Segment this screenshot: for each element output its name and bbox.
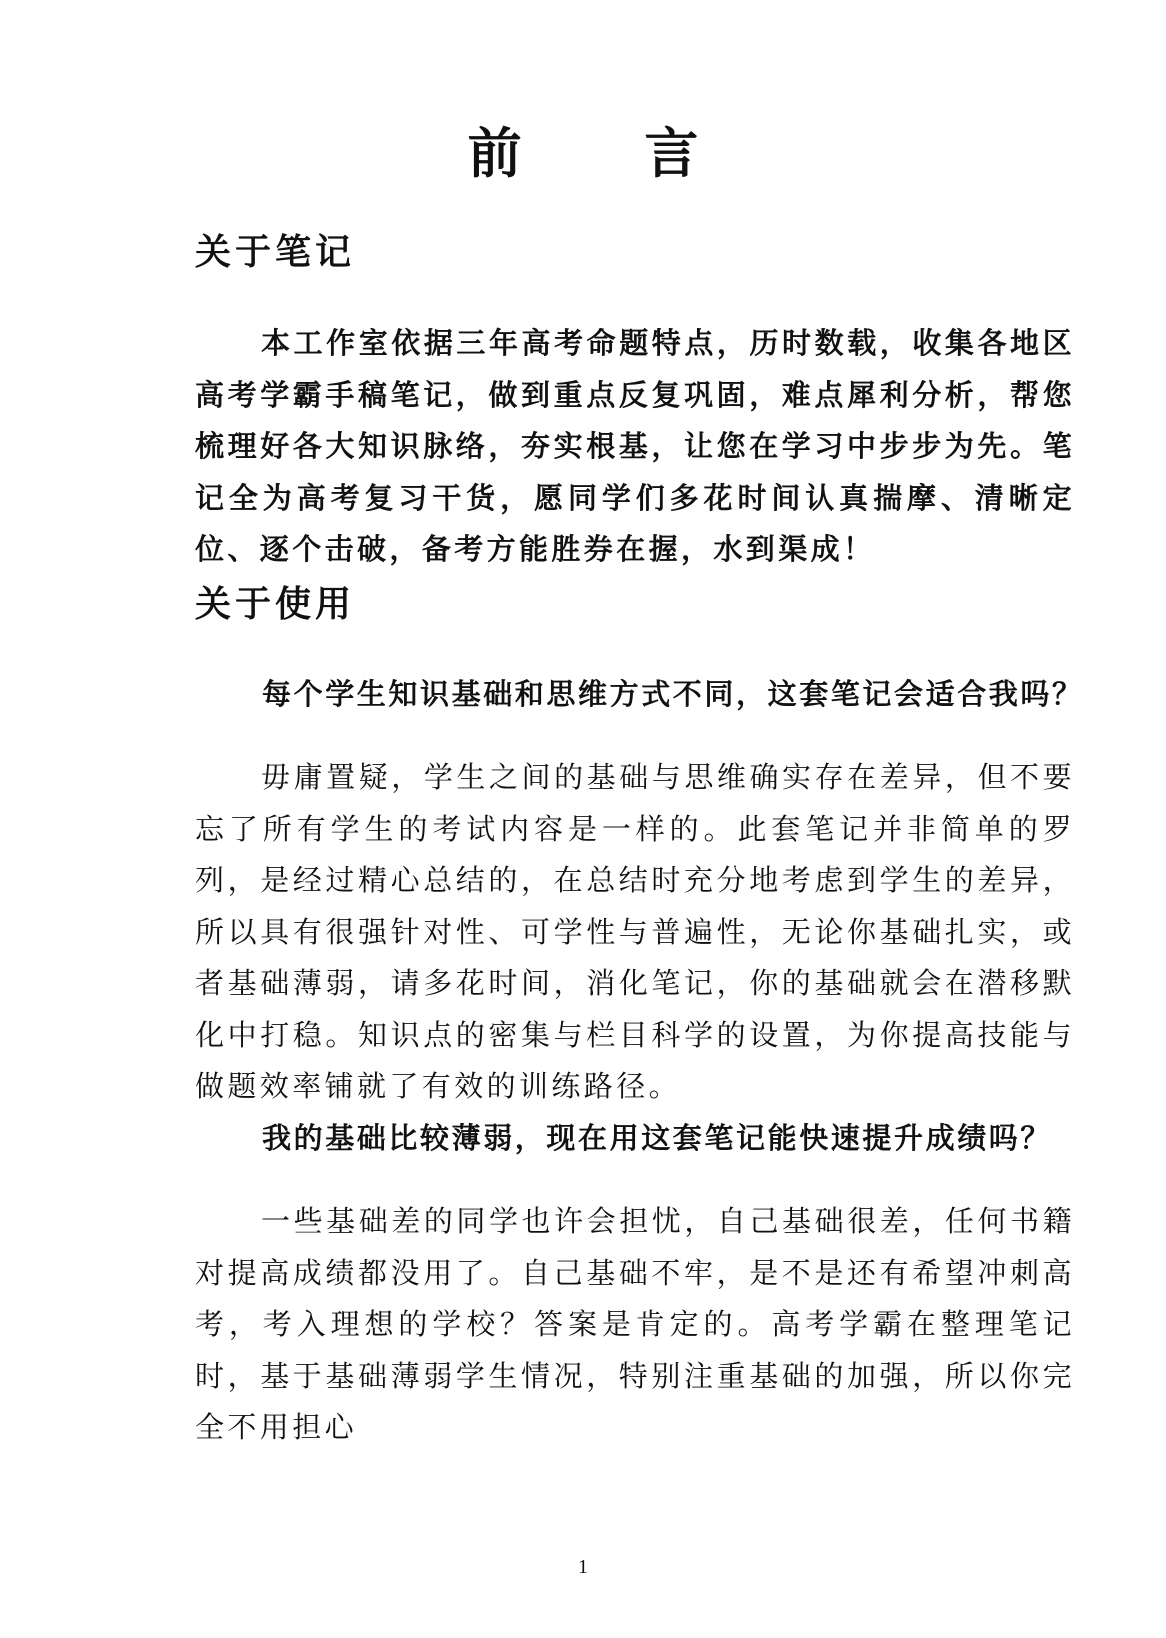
section-heading-about-notes: 关于笔记 bbox=[195, 231, 356, 273]
question-1: 每个学生知识基础和思维方式不同，这套笔记会适合我吗？ bbox=[262, 677, 1084, 711]
page-number: 1 bbox=[578, 1556, 588, 1578]
answer-2-paragraph: 一些基础差的同学也许会担忧，自己基础很差，任何书籍对提高成绩都没用了。自己基础不牢，是不是还有希望冲刺高考，考入理想的学校？答案是肯定的。高考学霸在整理笔记时，基于基础薄弱学生情况，特别注重基础的加强，所以你完全不用担心 bbox=[195, 1204, 1075, 1444]
answer-1-paragraph: 毋庸置疑，学生之间的基础与思维确实存在差异，但不要忘了所有学生的考试内容是一样的。此套笔记并非简单的罗列，是经过精心总结的，在总结时充分地考虑到学生的差异，所以具有很强针对性、可学性与普遍性，无论你基础扎实，或者基础薄弱，请多花时间，消化笔记，你的基础就会在潜移默化中打稳。知识点的密集与栏目科学的设置，为你提高技能与做题效率铺就了有效的训练路径。 bbox=[195, 760, 1075, 1103]
page-title: 前 言 bbox=[467, 121, 751, 185]
question-2: 我的基础比较薄弱，现在用这套笔记能快速提升成绩吗？ bbox=[262, 1121, 1053, 1155]
about-notes-paragraph: 本工作室依据三年高考命题特点，历时数载，收集各地区高考学霸手稿笔记，做到重点反复巩固，难点犀利分析，帮您梳理好各大知识脉络，夯实根基，让您在学习中步步为先。笔记全为高考复习干货，愿同学们多花时间认真揣摩、清晰定位、逐个击破，备考方能胜券在握，水到渠成！ bbox=[195, 326, 1075, 566]
section-heading-about-usage: 关于使用 bbox=[195, 583, 356, 625]
